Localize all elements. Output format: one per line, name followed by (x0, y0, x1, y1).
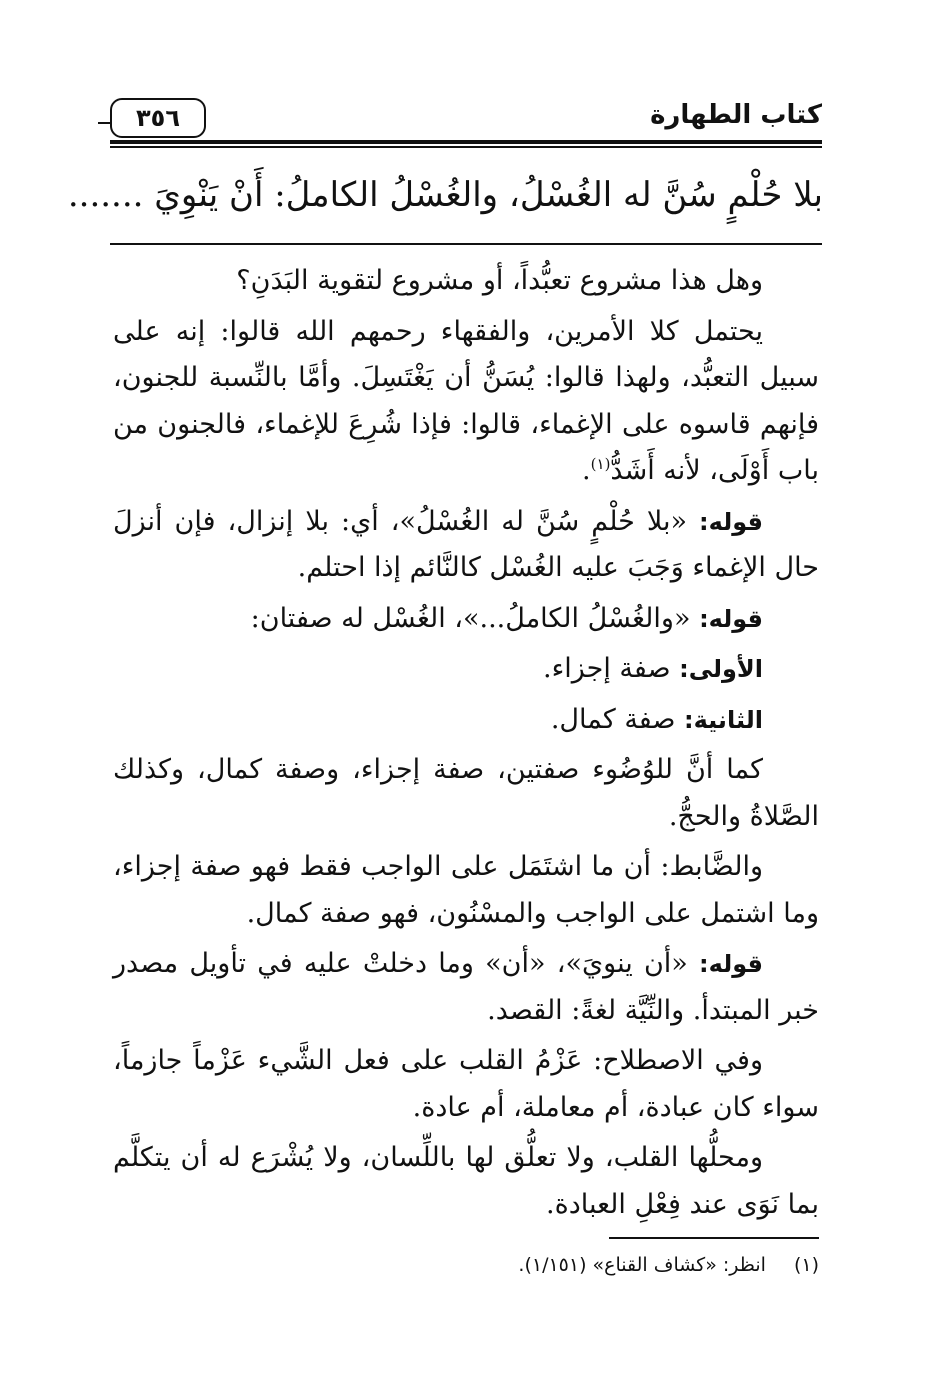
page-number: ٣٥٦ (110, 98, 206, 138)
paragraph-2 (113, 309, 819, 495)
paragraph-1 (113, 258, 819, 305)
matn-divider (110, 243, 822, 245)
page-header (110, 96, 822, 148)
paragraph-4 (113, 596, 819, 643)
footnote-text: انظر: «كشاف القناع» (١/١٥١). (518, 1254, 766, 1276)
paragraph-7 (113, 747, 819, 840)
paragraph-11-text: ومحلُّها القلب، ولا تعلُّق لها باللِّسان، ولا يُشْرَع له أن يتكلَّم بما نَوَى عند فِعْلِ العبادة. (113, 1142, 819, 1220)
header-rule-thin (110, 146, 822, 148)
commentary-body (113, 258, 819, 1232)
paragraph-3-label: قوله: (699, 507, 763, 536)
paragraph-3 (113, 499, 819, 592)
paragraph-5-label: الأولى: (679, 655, 763, 683)
footnote (113, 1250, 819, 1280)
paragraph-6-label: الثانية: (683, 705, 763, 734)
footnote-marker[interactable]: (١) (590, 455, 611, 473)
paragraph-4-label: قوله: (699, 604, 763, 633)
paragraph-10-text: وفي الاصطلاح: عَزْمُ القلب على فعل الشَّيء عَزْماً جازماً، سواء كان عبادة، أم معاملة، أم عادة. (113, 1045, 819, 1123)
paragraph-2-text: يحتمل كلا الأمرين، والفقهاء رحمهم الله قالوا: إنه على سبيل التعبُّد، ولهذا قالوا: يُسَنُّ أن يَغْتَسِلَ. وأمَّا بالنِّسبة للجنون، فإنهم قاسوه على الإغماء، قالوا: فإذا شُرِعَ للإغماء، فالجنون من باب أَوْلَى، لأنه أَشَدُّ (113, 315, 819, 486)
paragraph-2-end: . (582, 455, 591, 486)
paragraph-8-text: والضَّابط: أن ما اشتَمَل على الواجب فقط فهو صفة إجزاء، وما اشتمل على الواجب والمسْنُون، فهو صفة كمال. (113, 851, 819, 929)
paragraph-5 (113, 646, 819, 693)
paragraph-10 (113, 1038, 819, 1131)
footnote-number: (١) (793, 1254, 819, 1276)
paragraph-9-label: قوله: (699, 950, 763, 978)
paragraph-6 (113, 697, 819, 744)
paragraph-7-text: كما أنَّ للوُضُوء صفتين، صفة إجزاء، وصفة كمال، وكذلك الصَّلاةُ والحجُّ. (113, 754, 819, 832)
paragraph-9-text: «أن ينويَ»، «أن» وما دخلتْ عليه في تأويل مصدر خبر المبتدأ. والنِّيَّة لغةً: القصد. (113, 948, 819, 1026)
book-title: كتاب الطهارة (650, 100, 822, 130)
paragraph-9 (113, 941, 819, 1034)
paragraph-8 (113, 844, 819, 937)
footnote-divider (609, 1237, 819, 1239)
paragraph-3-text: «بلا حُلْمٍ سُنَّ له الغُسْلُ»، أي: بلا إنزال، فإن أنزلَ حال الإغماء وَجَبَ عليه الغُسْل كالنَّائم إذا احتلم. (113, 505, 819, 583)
paragraph-11 (113, 1135, 819, 1228)
paragraph-1-text: وهل هذا مشروع تعبُّداً، أو مشروع لتقوية البَدَنِ؟ (236, 265, 763, 296)
header-rule-thick (110, 140, 822, 144)
paragraph-6-text: صفة كمال. (550, 703, 676, 735)
matn-text: بلا حُلْمٍ سُنَّ له الغُسْلُ، والغُسْلُ الكاملُ: أَنْ يَنْوِيَ ....... (67, 175, 823, 215)
paragraph-4-text: «والغُسْلُ الكاملُ...»، الغُسْل له صفتان: (250, 602, 691, 634)
paragraph-5-text: صفة إجزاء. (542, 653, 671, 684)
